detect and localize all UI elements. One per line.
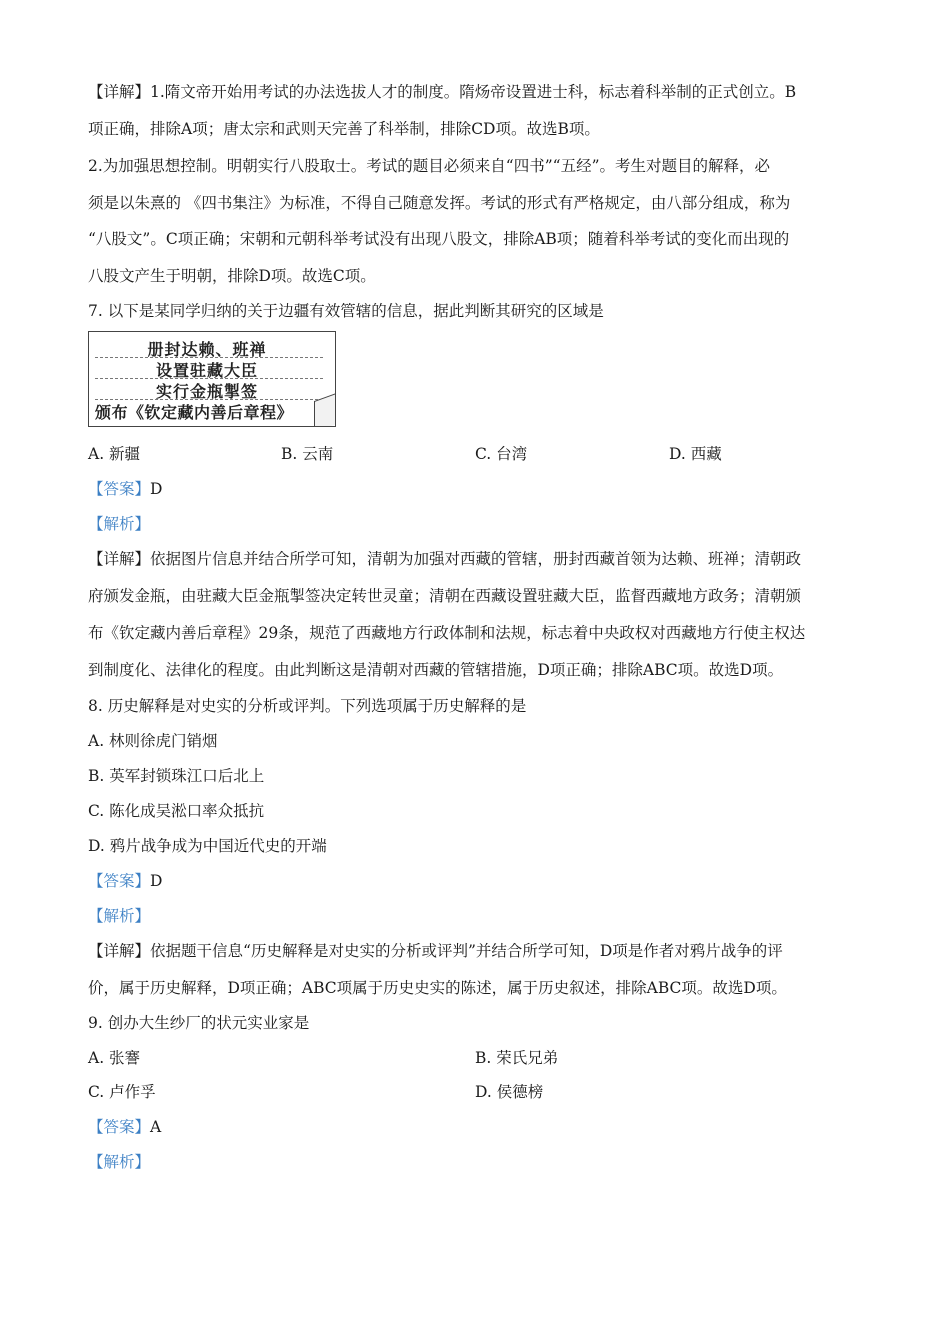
q7-detail-line-2: 府颁发金瓶，由驻藏大臣金瓶掣签决定转世灵童；清朝在西藏设置驻藏大臣，监督西藏地方政务；清朝颁 — [88, 587, 802, 605]
q7-info-card-image — [88, 331, 336, 427]
q6-detail-line-3: 2.为加强思想控制。明朝实行八股取士。考试的题目必须来自“四书”“五经”。考生对题目的解释，必 — [88, 157, 770, 175]
q9-option-d: D. 侯德榜 — [475, 1083, 544, 1101]
q7-detail-line-3: 布《钦定藏内善后章程》29条，规范了西藏地方行政体制和法规，标志着中央政权对西藏地方行使主权达 — [88, 624, 806, 642]
q9-option-b: B. 荣氏兄弟 — [475, 1049, 559, 1067]
q8-option-a: A. 林则徐虎门销烟 — [88, 732, 218, 750]
q7-option-b: B. 云南 — [281, 445, 334, 463]
q7-image-line-3: 实行金瓶掣签 — [155, 382, 258, 401]
q9-analysis-tag: 【解析】 — [88, 1153, 151, 1171]
q7-stem: 7. 以下是某同学归纳的关于边疆有效管辖的信息，据此判断其研究的区域是 — [88, 302, 604, 320]
q9-option-c: C. 卢作孚 — [88, 1083, 156, 1101]
detail-tag: 【详解】 — [88, 550, 151, 568]
q6-detail-line-4: 须是以朱熹的 《四书集注》为标准，不得自己随意发挥。考试的形式有严格规定，由八部分组成，称为 — [88, 194, 791, 212]
q7-option-a: A. 新疆 — [88, 445, 141, 463]
q7-detail-line-1: 【详解】依据图片信息并结合所学可知，清朝为加强对西藏的管辖，册封西藏首领为达赖、班禅；清朝政 — [88, 550, 802, 568]
q8-answer: 【答案】D — [88, 872, 163, 890]
answer-tag: 【答案】 — [88, 480, 151, 498]
q8-analysis-tag: 【解析】 — [88, 907, 151, 925]
detail-tag: 【详解】 — [88, 942, 151, 960]
q7-image-line-2: 设置驻藏大臣 — [155, 361, 258, 380]
answer-tag: 【答案】 — [88, 1118, 151, 1136]
q9-option-a: A. 张謇 — [88, 1049, 141, 1067]
q7-image-line-4: 颁布《钦定藏内善后章程》 — [95, 403, 294, 422]
q7-analysis-tag: 【解析】 — [88, 515, 151, 533]
q8-stem: 8. 历史解释是对史实的分析或评判。下列选项属于历史解释的是 — [88, 697, 527, 715]
q9-stem: 9. 创办大生纱厂的状元实业家是 — [88, 1014, 310, 1032]
q6-detail-line-1: 【详解】1.隋文帝开始用考试的办法选拔人才的制度。隋炀帝设置进士科，标志着科举制的正式创立。B — [88, 83, 797, 101]
q7-detail-line-4: 到制度化、法律化的程度。由此判断这是清朝对西藏的管辖措施，D项正确；排除ABC项。故选D项。 — [88, 661, 784, 679]
q6-detail-line-2: 项正确，排除A项；唐太宗和武则天完善了科举制，排除CD项。故选B项。 — [88, 120, 600, 138]
q7-option-c: C. 台湾 — [475, 445, 528, 463]
q9-answer: 【答案】A — [88, 1118, 162, 1136]
q8-detail-line-2: 价，属于历史解释，D项正确；ABC项属于历史史实的陈述，属于历史叙述，排除ABC项。故选D项。 — [88, 979, 787, 997]
q7-option-d: D. 西藏 — [669, 445, 722, 463]
q6-detail-line-6: 八股文产生于明朝，排除D项。故选C项。 — [88, 267, 376, 285]
q8-option-b: B. 英军封锁珠江口后北上 — [88, 767, 265, 785]
q7-image-line-1: 册封达赖、班禅 — [147, 340, 267, 359]
q6-detail-tag: 【详解】 — [88, 83, 151, 101]
q8-option-d: D. 鸦片战争成为中国近代史的开端 — [88, 837, 327, 855]
answer-tag: 【答案】 — [88, 872, 151, 890]
q6-detail-line-5: “八股文”。C项正确；宋朝和元朝科举考试没有出现八股文，排除AB项；随着科举考试的变化而出现的 — [88, 230, 790, 248]
q8-detail-line-1: 【详解】依据题干信息“历史解释是对史实的分析或评判”并结合所学可知，D项是作者对鸦片战争的评 — [88, 942, 783, 960]
q7-answer: 【答案】D — [88, 480, 163, 498]
q8-option-c: C. 陈化成吴淞口率众抵抗 — [88, 802, 265, 820]
